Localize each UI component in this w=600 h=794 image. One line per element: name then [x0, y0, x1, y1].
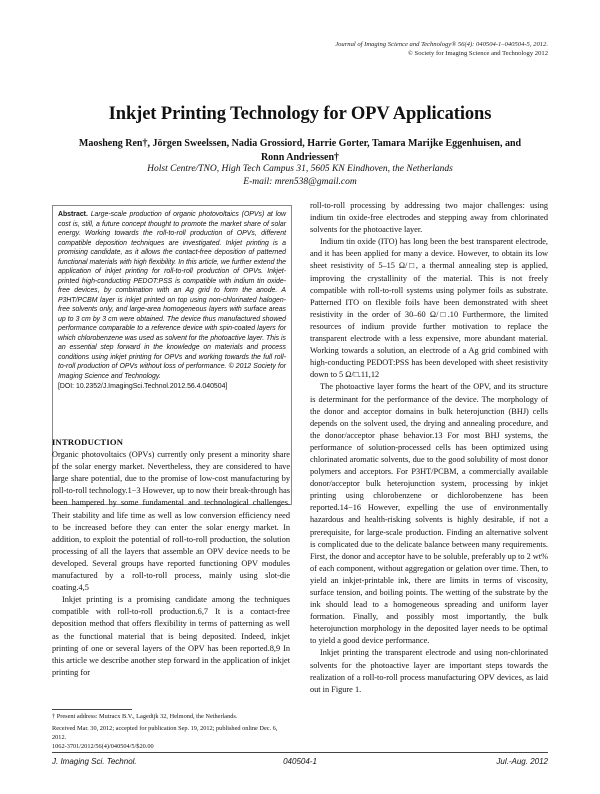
right-column [310, 200, 548, 696]
footnotes [52, 712, 290, 751]
affiliation: Holst Centre/TNO, High Tech Campus 31, 5605 KN Eindhoven, the Netherlands [147, 164, 453, 174]
doi: [DOI: 10.2352/J.ImagingSci.Technol.2012.56.4.040504] [58, 383, 228, 390]
paragraph: Inkjet printing the transparent electrode and using non-chlorinated solvents for the photoactive layer are important steps towards the realization of a roll-to-roll process manufacturing OPV devices, as laid out in Figure 1. [310, 648, 548, 694]
journal-header [335, 40, 548, 58]
page-number: 040504-1 [283, 757, 317, 766]
paragraph: The photoactive layer forms the heart of the OPV, and its structure is determinant for the performance of the device. The morphology of the donor and acceptor domains in bulk heterojunction (BHJ) cells depends on the solvent used, the drying and annealing procedure, and the donor/acceptor phase behavior.13 For most BHJ systems, the performance of solution-processed cells has been optimized using chlorinated aromatic solvents, due to the good solubility of most donor polymers and acceptors. For P3HT/PCBM, a commercially available donor/acceptor bulk heterojunction system, processing by inkjet printing using chlorobenzene or dichlorobenzene has been reported.14−16 However, expelling the use of environmentally hazardous and health-risking solvents is highly desirable, if not a prerequisite, for large-scale production. Finding an alternative solvent is complicated due to the delicate balance between many requirements. First, the donor and acceptor have to be soluble, preferably up to 2 wt% of each component, without aggregation or gelation over time. Then, to yield an inkjet-printable ink, there are limits in terms of viscosity, surface tension, and boiling points. The wetting of the substrate by the ink should lead to a homogeneous spreading and uniform layer formation. Finally, and possibly most importantly, the bulk heterojunction morphology in the deposited layer needs to be optimal to yield a good device performance. [310, 382, 549, 646]
abstract-text: Large-scale production of organic photovoltaics (OPVs) at low cost is, still, a future concept thought to promote the market share of solar energy. Working towards the roll-to-roll production of OPVs, different compatible deposition techniques are investigated. Inkjet printing is a promising candidate, as it allows the contact-free deposition of patterned functional materials with high flexibility. In this article, we further extend the application of inkjet printing for roll-to-roll production of OPVs. Inkjet-printed high-conducting PEDOT:PSS is compatible with indium tin oxide-free devices, by combination with an Ag grid to form the anode. A P3HT/PCBM layer is inkjet printed on top using non-chlorinated halogen-free solvents only, and large-area homogeneous layers with surface areas up to 3 cm by 3 cm were obtained. The device thus manufactured showed performance comparable to a reference device with spin-coated layers for which chlorobenzene was used as solvent for the photoactive layer. This is an essential step forward in the knowledge on materials and process conditions using inkjet printing for OPVs and working towards the full roll-to-roll production of OPVs without loss of performance. © 2012 Society for Imaging Science and Technology. [58, 211, 286, 380]
issn-line: 1062-3701/2012/56(4)/040504/5/$20.00 [52, 743, 154, 750]
copyright-line: © Society for Imaging Science and Technology 2012 [407, 50, 548, 57]
footer-rule [52, 752, 548, 753]
paragraph: Inkjet printing is a promising candidate among the techniques compatible with roll-to-roll production.6,7 It is a contact-free deposition method that offers flexibility in terms of patterning as well as the functional material that is being deposited. Indeed, inkjet printing of one or several layers of the OPV has been reported.8,9 In this article we describe another step forward in the application of inkjet printing for [52, 595, 290, 677]
article-title: Inkjet Printing Technology for OPV Applications [108, 104, 492, 124]
footnote-address: † Present address: Mutracx B.V., Lagedijk 32, Helmond, the Netherlands. [52, 713, 238, 720]
abstract-label: Abstract. [58, 211, 88, 218]
page-footer [52, 757, 548, 766]
affiliation-block [0, 163, 600, 188]
issue-date: Jul.-Aug. 2012 [496, 757, 548, 766]
author-list: Maosheng Ren†, Jörgen Sweelssen, Nadia Grossiord, Harrie Gorter, Tamara Marijke Eggenhuisen, and Ronn Andriessen† [78, 138, 522, 163]
received-dates: Received Mar. 30, 2012; accepted for publication Sep. 19, 2012; published online Dec. 6, 2012. [52, 725, 278, 741]
section-heading: INTRODUCTION [52, 437, 124, 447]
paragraph: Organic photovoltaics (OPVs) currently only present a minority share of the solar energy market. Nevertheless, they are considered to have large share potential, due to the promise of low-cost manufacturing by roll-to-roll technology.1−3 However, up to now their break-through has been hampered by some fundamental and technological challenges. Their stability and life time as well as low conversion efficiency need to be increased before they can enter the solar energy market. In addition, to exploit the potential of roll-to-roll production, the solution processing of all the layers that assemble an OPV device needs to be developed. Several groups have reported functioning OPV modules manufactured by a roll-to-roll process, mainly using slot-die coating.4,5 [52, 450, 290, 593]
footnote-rule [52, 709, 132, 710]
left-column [52, 436, 290, 679]
author-email: E-mail: mren538@gmail.com [243, 176, 357, 187]
journal-citation: Journal of Imaging Science and Technology® 56(4): 040504-1–040504-5, 2012. [335, 41, 548, 48]
paragraph: Indium tin oxide (ITO) has long been the best transparent electrode, and it has been applied for many a device. However, to obtain its low sheet resistivity of 5–15 Ω/□, a thermal annealing step is applied, improving the crystallinity of the material. This is not freely compatible with roll-to-roll systems using polymer foils as substrate. Patterned ITO on flexible foils have been demonstrated with sheet resistivity in the order of 30–60 Ω/□.10 Furthermore, the limited resources of indium provide further motivation to replace the transparent electrode with a less expensive, more abundant material. Working towards a solution, an electrode of a Ag grid combined with high-conducting PEDOT:PSS has been developed with sheet resistivity down to 5 Ω/□.11,12 [310, 237, 548, 380]
footer-journal: J. Imaging Sci. Technol. [52, 757, 137, 766]
paragraph: roll-to-roll processing by addressing two major challenges: using indium tin oxide-free electrodes and stepping away from chlorinated solvents for the photoactive layer. [310, 201, 548, 235]
